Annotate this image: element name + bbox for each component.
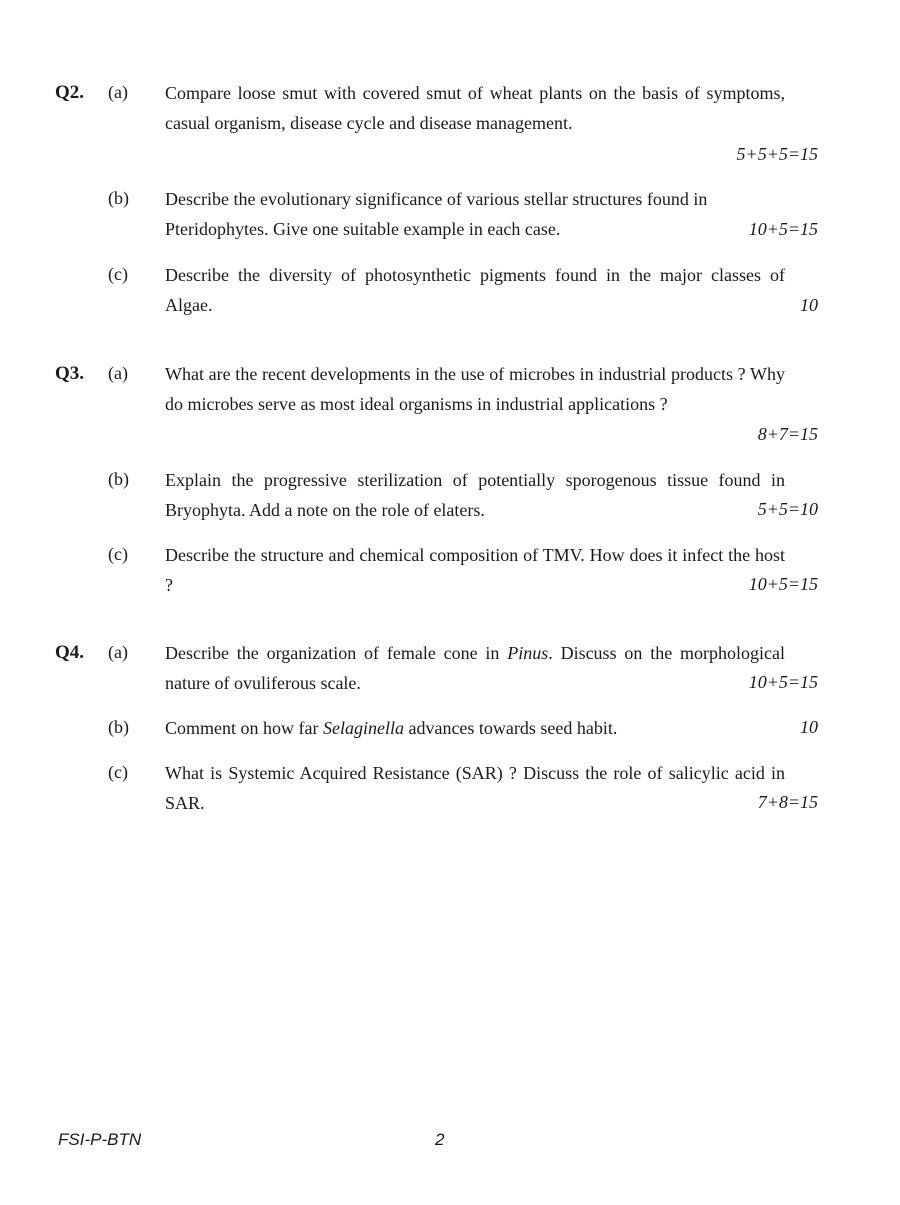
marks: 10 bbox=[800, 295, 818, 315]
question-text: Compare loose smut with covered smut of wheat plants on the basis of symptoms, casual organism, disease cycle and disease management. bbox=[165, 83, 785, 133]
question-text-part: Describe the organization of female cone in bbox=[165, 643, 508, 663]
marks: 10+5=15 bbox=[748, 219, 818, 239]
part-label: (b) bbox=[108, 717, 129, 737]
question-text: What is Systemic Acquired Resistance (SAR) ? Discuss the role of salicylic acid in SAR. bbox=[165, 763, 785, 813]
marks: 7+8=15 bbox=[757, 792, 818, 812]
marks: 10+5=15 bbox=[748, 574, 818, 594]
page-number: 2 bbox=[435, 1130, 445, 1149]
marks: 5+5=10 bbox=[757, 499, 818, 519]
question-text: Describe the diversity of photosynthetic pigments found in the major classes of Algae. bbox=[165, 265, 785, 315]
question-text: Describe the structure and chemical composition of TMV. How does it infect the host ? bbox=[165, 545, 785, 595]
question-number: Q2. bbox=[55, 82, 85, 103]
question-text bbox=[165, 713, 785, 743]
marks: 8+7=15 bbox=[757, 424, 818, 444]
genus-name: Selaginella bbox=[322, 718, 404, 738]
genus-name: Pinus bbox=[507, 643, 549, 663]
part-label: (a) bbox=[108, 82, 128, 102]
question-text-part: Comment on how far bbox=[165, 718, 323, 738]
question-text: Explain the progressive sterilization of potentially sporogenous tissue found in Bryophyta. Add a note on the role of elaters. bbox=[165, 470, 785, 520]
part-label: (a) bbox=[108, 363, 128, 383]
part-label: (c) bbox=[108, 544, 128, 564]
question-text-part: advances towards seed habit. bbox=[403, 718, 618, 738]
question-text: What are the recent developments in the use of microbes in industrial products ? Why do microbes serve as most ideal organisms in industrial applications ? bbox=[165, 364, 785, 414]
question-number: Q3. bbox=[55, 363, 85, 384]
marks: 10 bbox=[800, 717, 818, 737]
question-text: Describe the evolutionary significance of various stellar structures found in Pteridophytes. Give one suitable example in each case. bbox=[165, 189, 708, 239]
question-text-part: . Discuss on the morphological nature of ovuliferous scale. bbox=[165, 643, 785, 693]
paper-code: FSI-P-BTN bbox=[58, 1130, 142, 1149]
question-text bbox=[165, 638, 785, 698]
part-label: (b) bbox=[108, 469, 129, 489]
question-number: Q4. bbox=[55, 642, 85, 663]
part-label: (b) bbox=[108, 188, 129, 208]
marks: 10+5=15 bbox=[748, 672, 818, 692]
part-label: (c) bbox=[108, 264, 128, 284]
part-label: (c) bbox=[108, 762, 128, 782]
part-label: (a) bbox=[108, 642, 128, 662]
marks: 5+5+5=15 bbox=[736, 144, 818, 164]
